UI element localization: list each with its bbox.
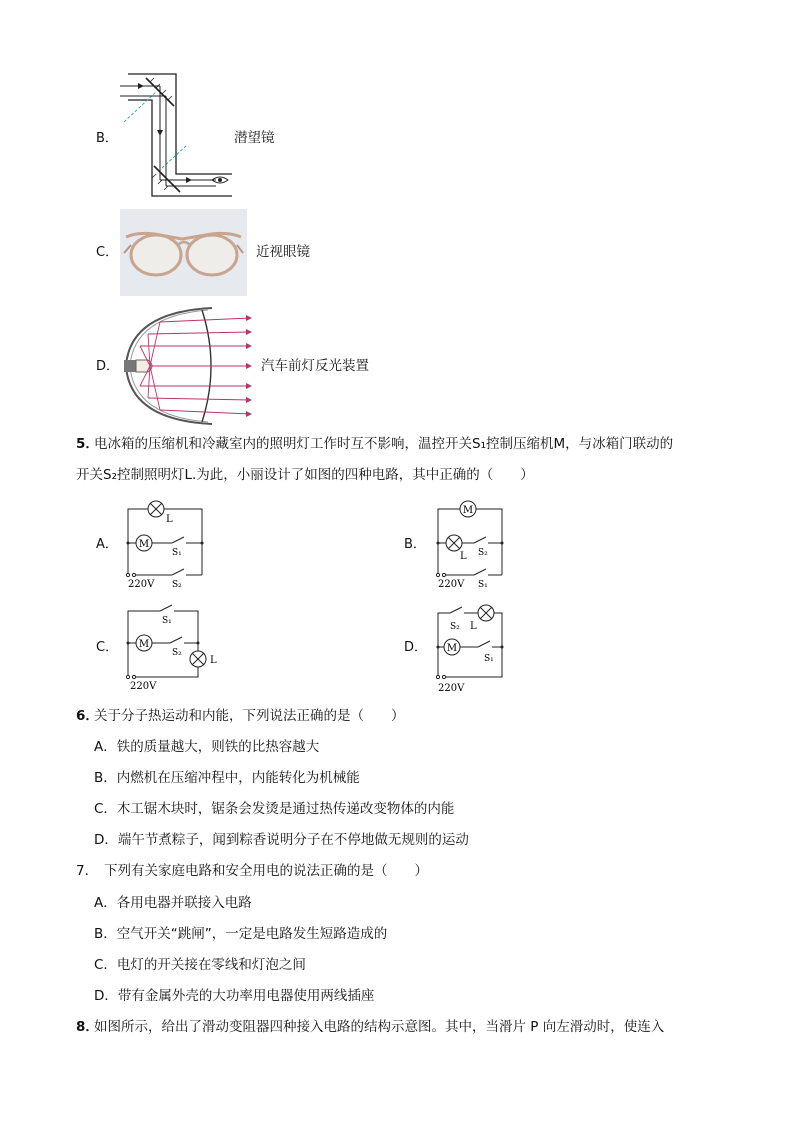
q7-number: 7．: [76, 863, 99, 879]
q7-option-b: B．空气开关“跳闸”，一定是电路发生短路造成的: [94, 926, 388, 942]
q5-option-b-letter: B．: [404, 537, 426, 552]
periscope-figure: [116, 70, 234, 200]
label-s2: S₂: [478, 548, 488, 558]
label-m: M: [462, 505, 474, 516]
q6-option-c: C．木工锯木块时，锯条会发烫是通过热传递改变物体的内能: [94, 801, 455, 817]
q4-option-c-letter: C．: [96, 245, 119, 260]
q4-option-b-letter: B．: [96, 131, 118, 146]
q5-option-d-letter: D．: [404, 640, 428, 655]
label-s1: S₁: [172, 548, 182, 558]
label-l: L: [470, 621, 477, 632]
q5-option-c-letter: C．: [96, 640, 119, 655]
label-l: L: [210, 655, 217, 666]
q4-option-b-label: 潜望镜: [234, 130, 275, 146]
label-220v: 220V: [128, 579, 155, 590]
q6-stem: 关于分子热运动和内能，下列说法正确的是（ ）: [94, 708, 405, 724]
label-s2: S₂: [450, 622, 460, 632]
q8-number: 8．: [76, 1019, 99, 1035]
q5-stem-line1: 电冰箱的压缩机和冷藏室内的照明灯工作时互不影响，温控开关S₁控制压缩机M，与冰箱门联动的: [94, 436, 674, 452]
label-220v: 220V: [438, 579, 465, 590]
q7-stem: 下列有关家庭电路和安全用电的说法正确的是（ ）: [104, 863, 428, 879]
label-l: L: [460, 551, 467, 562]
label-s2: S₂: [172, 580, 182, 590]
circuit-a: [120, 495, 210, 591]
q4-option-d-label: 汽车前灯反光装置: [261, 358, 369, 374]
label-220v: 220V: [130, 681, 157, 692]
label-s1: S₁: [162, 616, 172, 626]
q7-option-c: C．电灯的开关接在零线和灯泡之间: [94, 957, 306, 973]
q6-option-a: A．铁的质量越大，则铁的比热容越大: [94, 739, 320, 755]
q5-option-a-letter: A．: [96, 537, 118, 552]
label-m: M: [138, 539, 150, 550]
q6-option-b: B．内燃机在压缩冲程中，内能转化为机械能: [94, 770, 360, 786]
label-m: M: [138, 639, 150, 650]
q7-option-d: D．带有金属外壳的大功率用电器使用两线插座: [94, 988, 375, 1004]
myopia-glasses-photo: [120, 209, 247, 296]
q6-number: 6．: [76, 708, 99, 724]
circuit-d: [430, 599, 520, 695]
circuit-c: [120, 601, 230, 693]
q8-stem: 如图所示，给出了滑动变阻器四种接入电路的结构示意图。其中，当滑片 P 向左滑动时，使连入: [94, 1019, 665, 1035]
circuit-b: [430, 495, 520, 591]
label-m: M: [446, 643, 458, 654]
q7-option-a: A．各用电器并联接入电路: [94, 895, 252, 911]
label-s1: S₁: [484, 654, 494, 664]
q4-option-d-letter: D．: [96, 359, 120, 374]
label-s2: S₂: [172, 648, 182, 658]
q5-number: 5．: [76, 436, 99, 452]
q5-stem-line2: 开关S₂控制照明灯L.为此，小丽设计了如图的四种电路，其中正确的（ ）: [76, 467, 534, 483]
label-s1: S₁: [478, 580, 488, 590]
headlight-reflector-figure: [120, 306, 254, 426]
q4-option-c-label: 近视眼镜: [256, 244, 310, 260]
label-l: L: [166, 514, 173, 525]
q6-option-d: D．端午节煮粽子，闻到粽香说明分子在不停地做无规则的运动: [94, 832, 469, 848]
label-220v: 220V: [438, 683, 465, 694]
